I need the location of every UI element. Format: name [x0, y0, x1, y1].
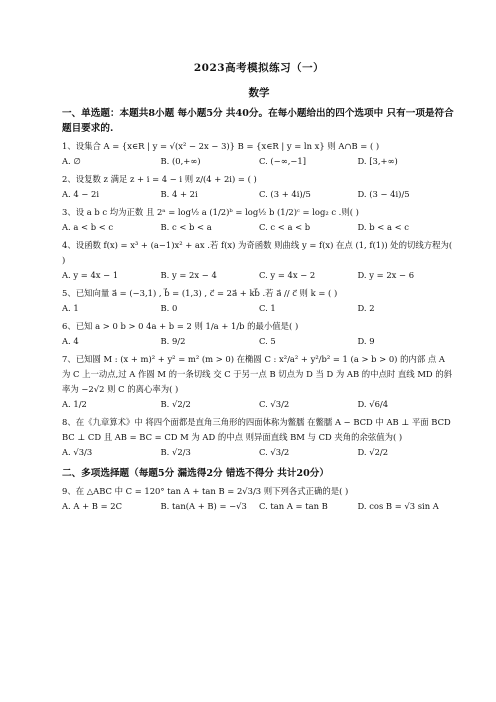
question	[62, 352, 456, 412]
option-d: D. b < a < c	[357, 222, 409, 232]
option-d: D. 9	[357, 336, 375, 346]
question-stem: 9、在 △ABC 中 C = 120° tan A + tan B = 2√3/3 则下列各式正确的是( )	[62, 486, 349, 496]
option-d: D. 2	[357, 303, 375, 313]
section-heading-single-choice: 一、单选题：本题共8小题 每小题5分 共40分。在每小题给出的四个选项中 只有一项是符合题目要求的.	[62, 108, 454, 134]
question-stem: 6、已知 a > 0 b > 0 4a + b = 2 则 1/a + 1/b 的最小值是( )	[62, 321, 299, 331]
option-b: B. 9/2	[160, 336, 186, 346]
option-b: B. 4 + 2i	[160, 189, 198, 199]
option-d: D. (3 − 4i)/5	[357, 189, 410, 199]
option-b: B. 0	[160, 303, 178, 313]
option-a: A. 1/2	[62, 399, 87, 409]
exam-title: 2023高考模拟练习（一）	[193, 62, 325, 74]
option-a: A. ∅	[62, 156, 81, 166]
question-list	[62, 139, 456, 460]
question-stem: 7、已知圆 M : (x + m)² + y² = m² (m > 0) 在椭圆 C : x²/a² + y²/b² = 1 (a > b > 0) 的内部 点 A 为 C 上一动点,过 A 作圆 M 的一条切线 交 C 于另一点 B 切点为 D 当 D 为 AB 的中点时 直线 MD 的斜率为 −2√2 则 C 的离心率为( )	[62, 354, 453, 394]
question-stem: 3、设 a b c 均为正数 且 2ᵃ = log½ a (1/2)ᵇ = log½ b (1/2)ᶜ = log₂ c .则( )	[62, 207, 359, 217]
question-stem: 8、在《九章算术》中 将四个面都是直角三角形的四面体称为鳖臑 在鳖臑 A − BCD 中 AB ⊥ 平面 BCD BC ⊥ CD 且 AB = BC = CD M 为 AD 的中点 则异面直线 BM 与 CD 夹角的余弦值为( )	[62, 417, 451, 442]
question	[62, 172, 456, 202]
option-b: B. tan(A + B) = −√3	[160, 501, 247, 511]
option-c: C. √3/2	[259, 399, 290, 409]
option-c: C. 5	[259, 336, 276, 346]
option-c: C. tan A = tan B	[259, 501, 328, 511]
question	[62, 319, 456, 349]
option-a: A. 1	[62, 303, 79, 313]
option-a: A. A + B = 2C	[62, 501, 122, 511]
subject-title: 数学	[248, 87, 270, 99]
question	[62, 238, 456, 283]
section-heading-multiple-choice: 二、多项选择题（每题5分 漏选得2分 错选不得分 共计20分）	[62, 468, 329, 479]
option-c: C. (3 + 4i)/5	[259, 189, 311, 199]
option-c: C. (−∞,−1]	[259, 156, 306, 166]
option-a: A. 4	[62, 336, 79, 346]
option-d: D. cos B = √3 sin A	[357, 501, 439, 511]
question	[62, 205, 456, 235]
question-stem: 4、设函数 f(x) = x³ + (a−1)x² + ax .若 f(x) 为奇函数 则曲线 y = f(x) 在点 (1, f(1)) 处的切线方程为( )	[62, 240, 453, 265]
option-c: C. c < a < b	[259, 222, 311, 232]
option-b: B. √2/2	[160, 399, 191, 409]
question-stem: 1、设集合 A = {x∈R | y = √(x² − 2x − 3)} B = {x∈R | y = ln x} 则 A∩B = ( )	[62, 141, 380, 151]
option-a: A. a < b < c	[62, 222, 114, 232]
question-stem: 5、已知向量 a⃗ = (−3,1) , b⃗ = (1,3) , c⃗ = 2a⃗ + kb⃗ .若 a⃗ // c⃗ 则 k = ( )	[62, 288, 338, 298]
question	[62, 139, 456, 169]
option-a: A. 4 − 2i	[62, 189, 100, 199]
option-b: B. (0,+∞)	[160, 156, 201, 166]
question	[62, 415, 456, 460]
question	[62, 286, 456, 316]
option-d: D. [3,+∞)	[357, 156, 398, 166]
option-c: C. y = 4x − 2	[259, 270, 316, 280]
option-c: C. 1	[259, 303, 276, 313]
option-a: A. √3/3	[62, 447, 93, 457]
option-d: D. √2/2	[357, 447, 389, 457]
question-stem: 2、设复数 z 满足 z + i = 4 − i 则 z/(4 + 2i) = ( )	[62, 174, 257, 184]
option-a: A. y = 4x − 1	[62, 270, 119, 280]
option-d: D. √6/4	[357, 399, 389, 409]
option-b: B. √2/3	[160, 447, 191, 457]
option-c: C. √3/2	[259, 447, 290, 457]
question	[62, 484, 456, 514]
option-d: D. y = 2x − 6	[357, 270, 415, 280]
option-b: B. y = 2x − 4	[160, 270, 217, 280]
option-b: B. c < b < a	[160, 222, 212, 232]
